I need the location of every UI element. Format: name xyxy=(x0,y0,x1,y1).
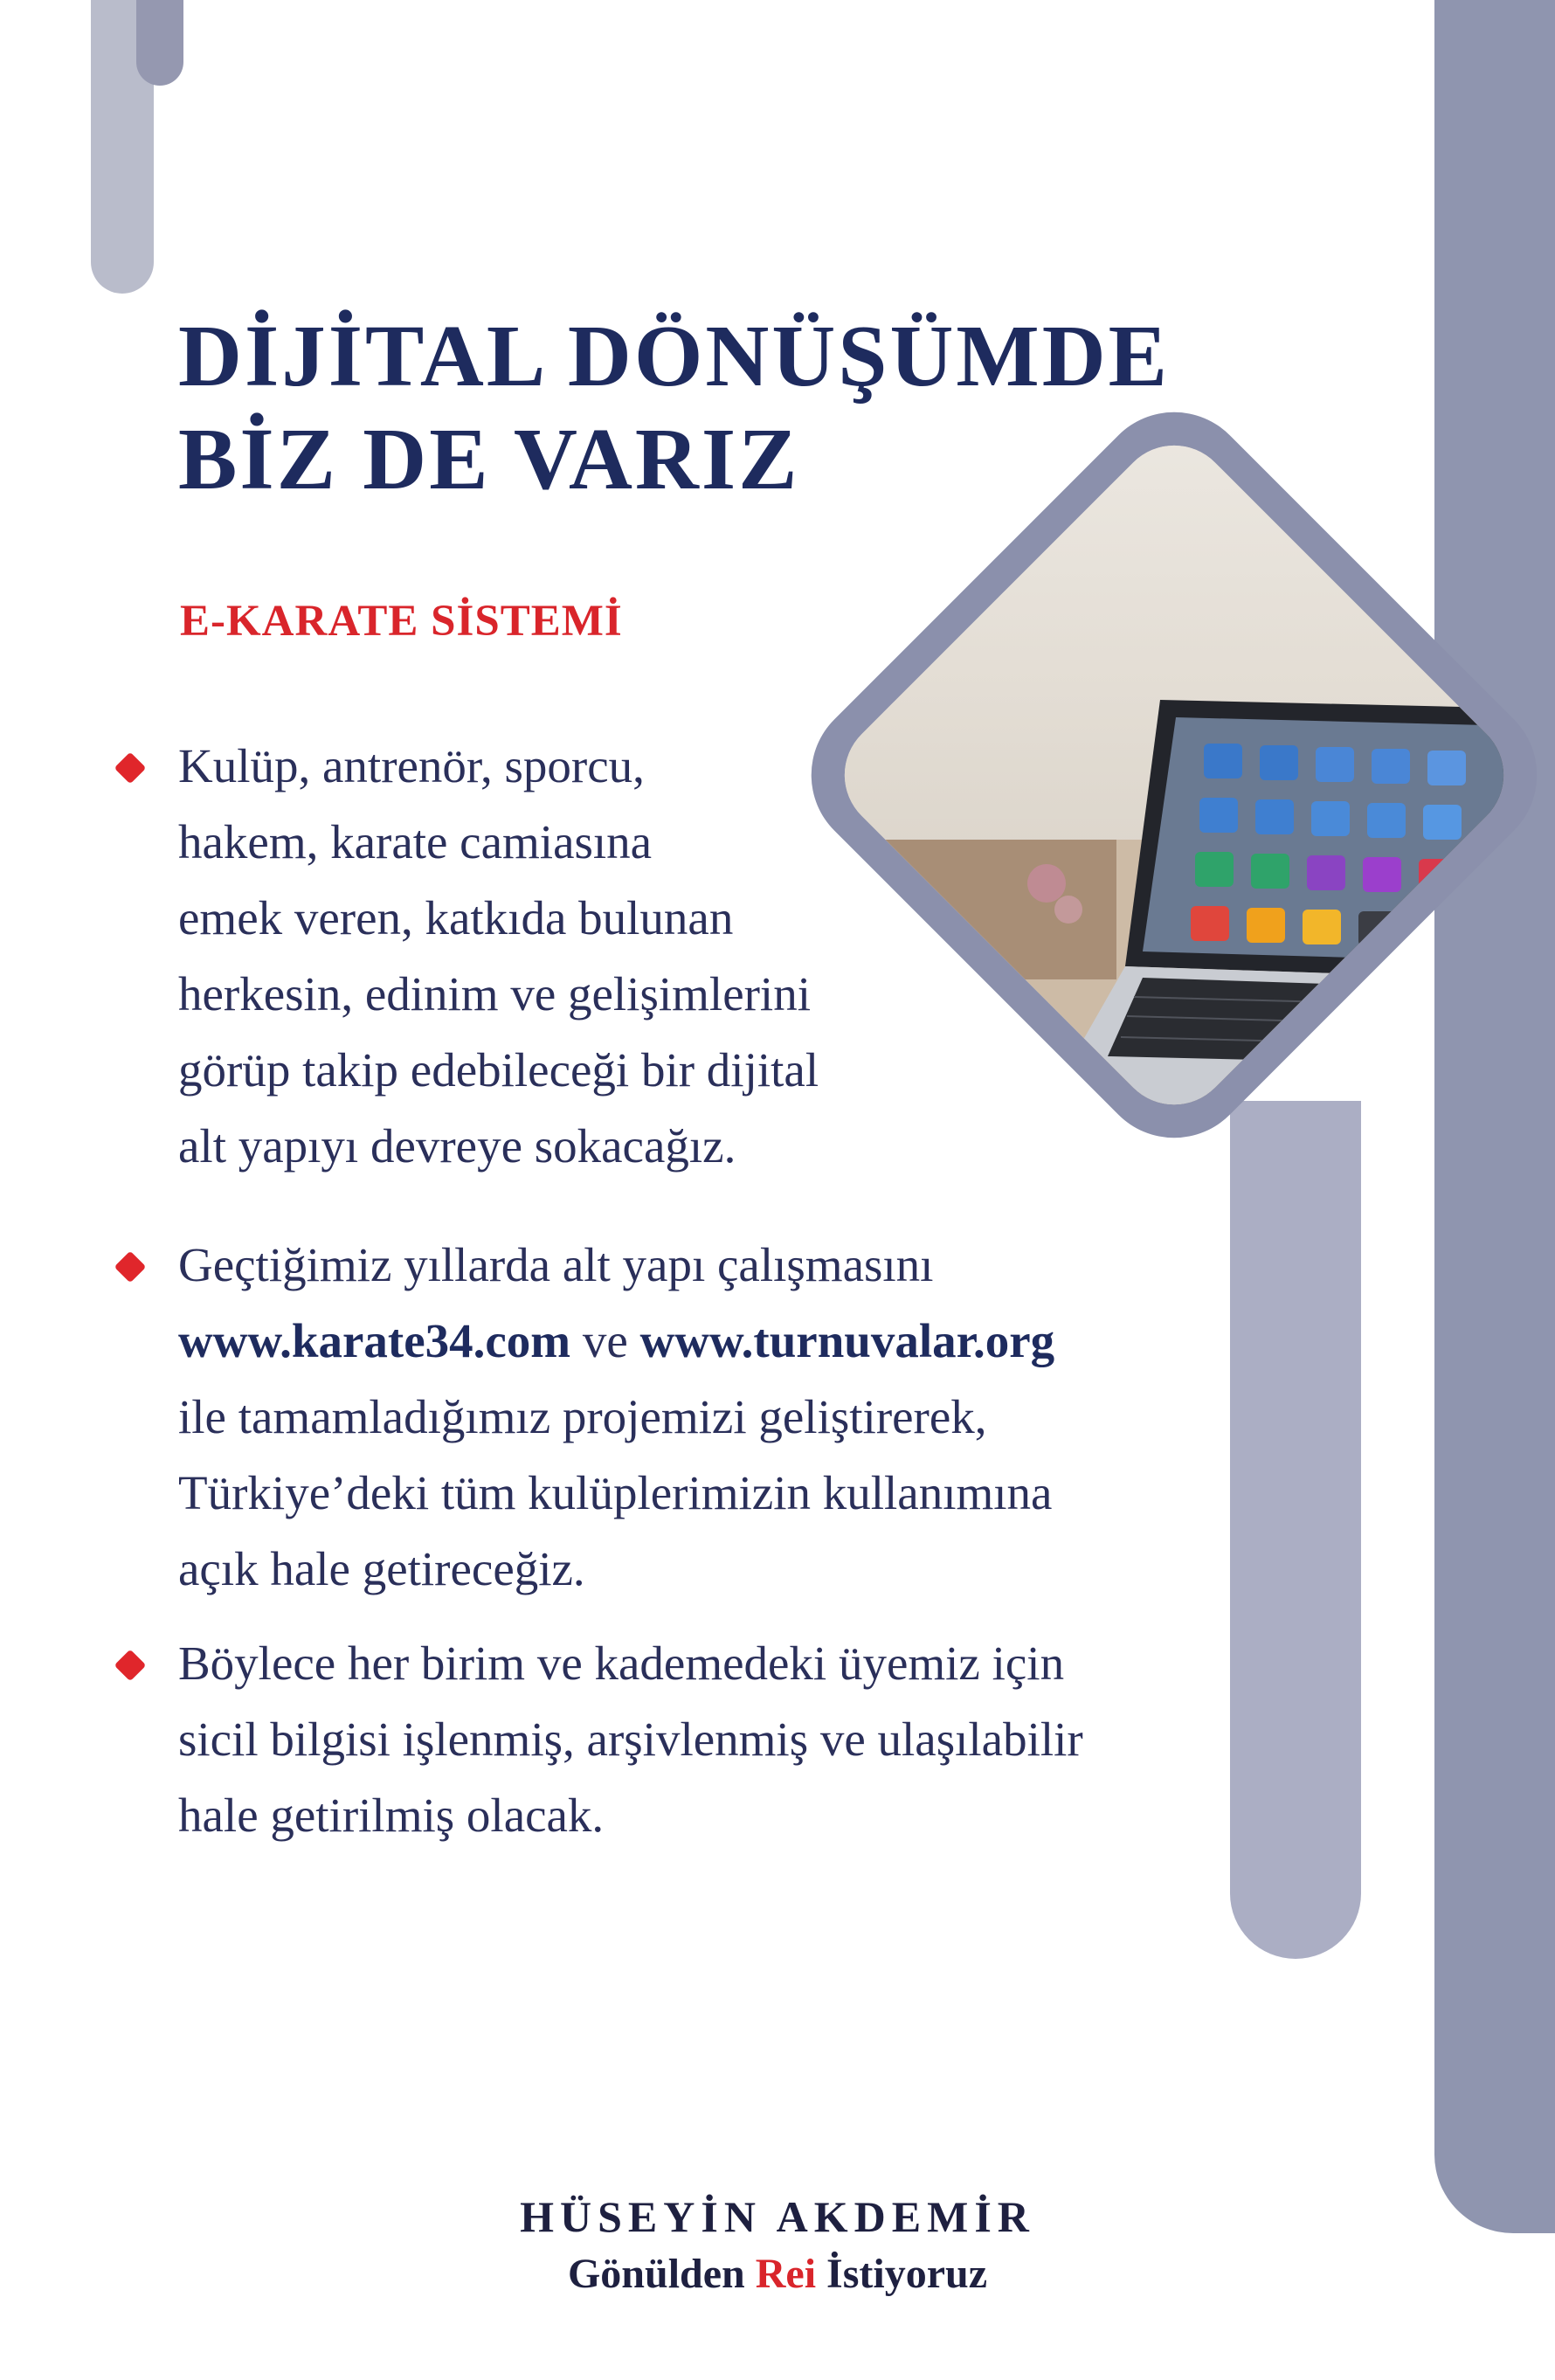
paragraph-previous-work xyxy=(178,1227,1054,1607)
decorative-bar-middle xyxy=(1230,1101,1361,1959)
decorative-bar-right xyxy=(1434,0,1555,2233)
laptop-icon xyxy=(821,422,1528,1129)
paragraph-line: Kulüp, antrenör, sporcu, xyxy=(178,739,645,792)
paragraph-line: herkesin, edinim ve gelişimlerini xyxy=(178,967,811,1020)
slogan-end: İstiyoruz xyxy=(826,2251,988,2297)
connector-text: ve xyxy=(582,1314,628,1367)
paragraph-line: hakem, karate camiasına xyxy=(178,815,653,868)
bullet-icon xyxy=(114,1650,147,1682)
paragraph-records xyxy=(178,1625,1083,1853)
link-karate34: www.karate34.com xyxy=(178,1314,571,1367)
candidate-name: HÜSEYİN AKDEMİR xyxy=(520,2192,1035,2241)
paragraph-line: alt yapıyı devreye sokacağız. xyxy=(178,1119,736,1173)
section-subtitle: E-KARATE SİSTEMİ xyxy=(180,597,623,646)
paragraph-line: ile tamamladığımız projemizi geliştirerek, xyxy=(178,1390,987,1443)
paragraph-line: emek veren, katkıda bulunan xyxy=(178,891,734,944)
decorative-bar-top-left-inner xyxy=(136,0,183,86)
laptop-image xyxy=(821,422,1528,1129)
paragraph-line: hale getirilmiş olacak. xyxy=(178,1788,605,1842)
bullet-icon xyxy=(114,752,147,785)
paragraph-line: Böylece her birim ve kademedeki üyemiz için xyxy=(178,1636,1065,1690)
slogan-start: Gönülden xyxy=(567,2251,745,2297)
title-line-1: DİJİTAL DÖNÜŞÜMDE xyxy=(178,307,1171,405)
slogan xyxy=(0,2250,1555,2298)
paragraph-line: Türkiye’deki tüm kulüplerimizin kullanımına xyxy=(178,1466,1053,1519)
paragraph-line: sicil bilgisi işlenmiş, arşivlenmiş ve ulaşılabilir xyxy=(178,1712,1083,1766)
slogan-accent: Rei xyxy=(755,2251,817,2297)
paragraph-line: görüp takip edebileceği bir dijital xyxy=(178,1043,819,1097)
paragraph-digital-infrastructure xyxy=(178,728,819,1184)
paragraph-line: açık hale getireceğiz. xyxy=(178,1542,585,1595)
bullet-icon xyxy=(114,1251,147,1283)
link-turnuvalar: www.turnuvalar.org xyxy=(639,1314,1055,1367)
title-line-2: BİZ DE VARIZ xyxy=(178,410,800,508)
paragraph-line: Geçtiğimiz yıllarda alt yapı çalışmasını xyxy=(178,1238,934,1291)
